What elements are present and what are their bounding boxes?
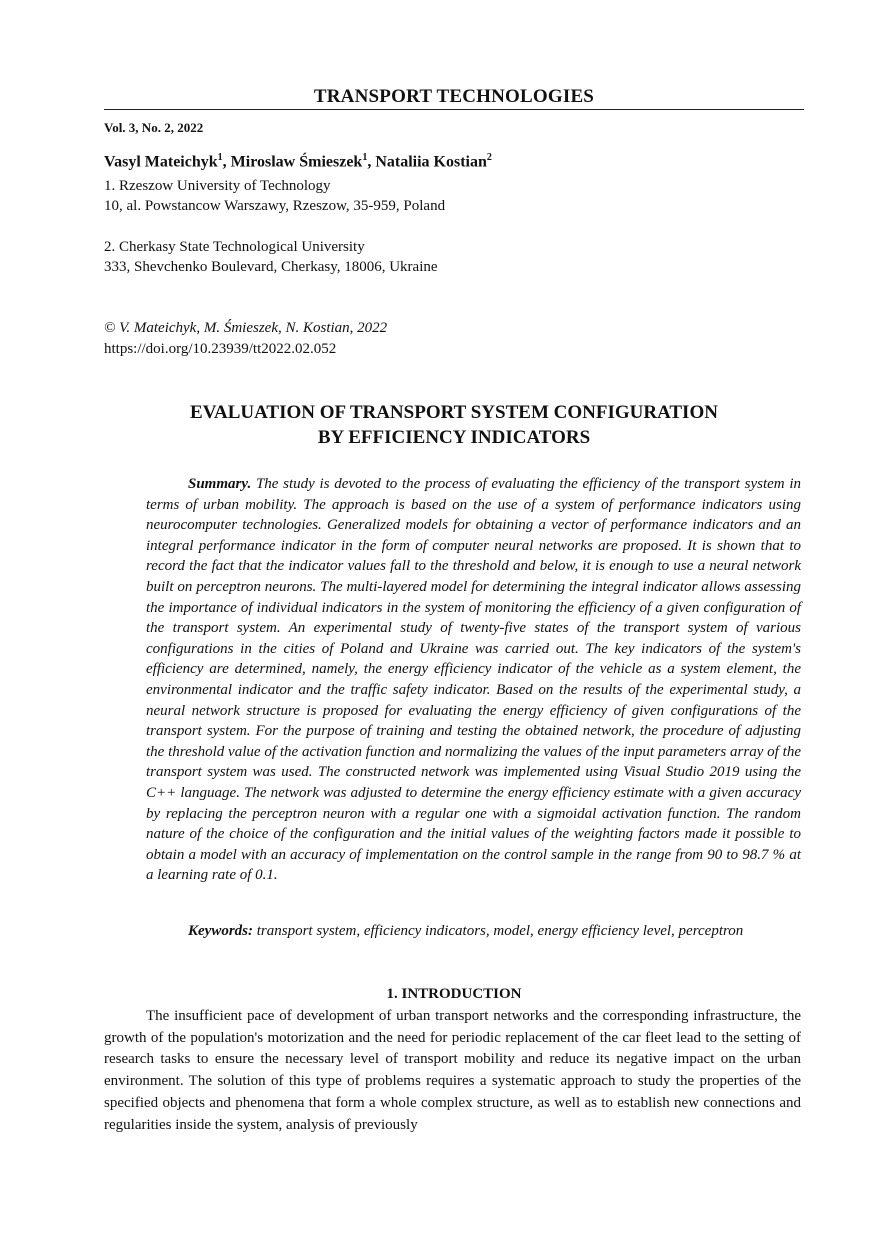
abstract-label: Summary. (188, 476, 252, 492)
volume-issue: Vol. 3, No. 2, 2022 (104, 120, 204, 135)
author-affiliation-mark: 1 (217, 152, 223, 163)
affiliation-address: 10, al. Powstancow Warszawy, Rzeszow, 35-959, Poland (104, 198, 446, 214)
copyright-notice: © V. Mateichyk, M. Śmieszek, N. Kostian, 2022 (104, 320, 388, 336)
author-affiliation-mark: 1 (362, 152, 368, 163)
author-name: Vasyl Mateichyk (104, 153, 218, 171)
abstract-text: The study is devoted to the process of evaluating the efficiency of the transport system in terms of urban mobility. The approach is based on the use of a system of performance indicators using neurocomputer technologies. Generalized models for obtaining a vector of performance indicators and an integral performance indicator in the form of computer neural networks are proposed. It is shown that to record the fact that the indicator values fall to the threshold and below, it is enough to use a neural network built on perceptron neurons. The multi-layered model for determining the integral indicator allows assessing the importance of individual indicators in the system of monitoring the efficiency of a given configuration of the transport system. An experimental study of twenty-five states of the transport system of various configurations in the cities of Poland and Ukraine was carried out. The key indicators of the system's efficiency are determined, namely, the energy efficiency indicator of the vehicle as a system element, the environmental indicator and the traffic safety indicator. Based on the results of the experimental study, a neural network structure is proposed for evaluating the energy efficiency of given configurations of the transport system. For the purpose of training and testing the obtained network, the procedure of adjusting the threshold value of the activation function and normalizing the values of the input parameters array of the transport system was used. The constructed network was implemented using Visual Studio 2019 using the C++ language. The network was adjusted to determine the energy efficiency estimate with a given accuracy by replacing the perceptron neuron with a regular one with a sigmoidal activation function. The random nature of the choice of the configuration and the initial values of the weighting factors made it possible to obtain a model with an accuracy of implementation on the control sample in the range from 90 to 98.7 % at a learning rate of 0.1. (146, 476, 801, 884)
author-name: Nataliia Kostian (375, 153, 487, 171)
keywords-text: transport system, efficiency indicators, model, energy efficiency level, perceptron (256, 923, 744, 939)
keywords-label: Keywords: (188, 923, 253, 939)
doi-link[interactable]: https://doi.org/10.23939/tt2022.02.052 (104, 341, 337, 357)
author-name: Miroslaw Śmieszek (230, 153, 363, 171)
keywords (188, 923, 743, 940)
affiliation-name: 1. Rzeszow University of Technology (104, 178, 331, 194)
paper-title-line-1: EVALUATION OF TRANSPORT SYSTEM CONFIGURATION (190, 402, 718, 423)
journal-title: TRANSPORT TECHNOLOGIES (313, 86, 595, 107)
paper-title (104, 400, 804, 450)
paper-title-line-2: BY EFFICIENCY INDICATORS (317, 427, 591, 448)
affiliation-name: 2. Cherkasy State Technological University (104, 239, 365, 255)
affiliation-2 (104, 237, 438, 277)
author-list: Vasyl Mateichyk$^1$, Miroslaw Śmieszek$^1$, Nataliia Kostian$^2$ (104, 152, 492, 171)
affiliation-1 (104, 176, 445, 216)
header-rule (104, 109, 804, 110)
abstract (146, 474, 801, 886)
affiliation-address: 333, Shevchenko Boulevard, Cherkasy, 18006, Ukraine (104, 259, 438, 275)
introduction-paragraph: The insufficient pace of development of urban transport networks and the corresponding infrastructure, the growth of the population's motorization and the need for periodic replacement of the car fleet lead to the setting of research tasks to ensure the necessary level of transport mobility and reduce its negative impact on the urban environment. The solution of this type of problems requires a systematic approach to study the properties of the specified objects and phenomena that form a whole complex structure, as well as to establish new connections and regularities inside the system, analysis of previously (104, 1008, 801, 1133)
author-affiliation-mark: 2 (486, 152, 492, 163)
section-heading-introduction: 1. INTRODUCTION (386, 986, 522, 1002)
